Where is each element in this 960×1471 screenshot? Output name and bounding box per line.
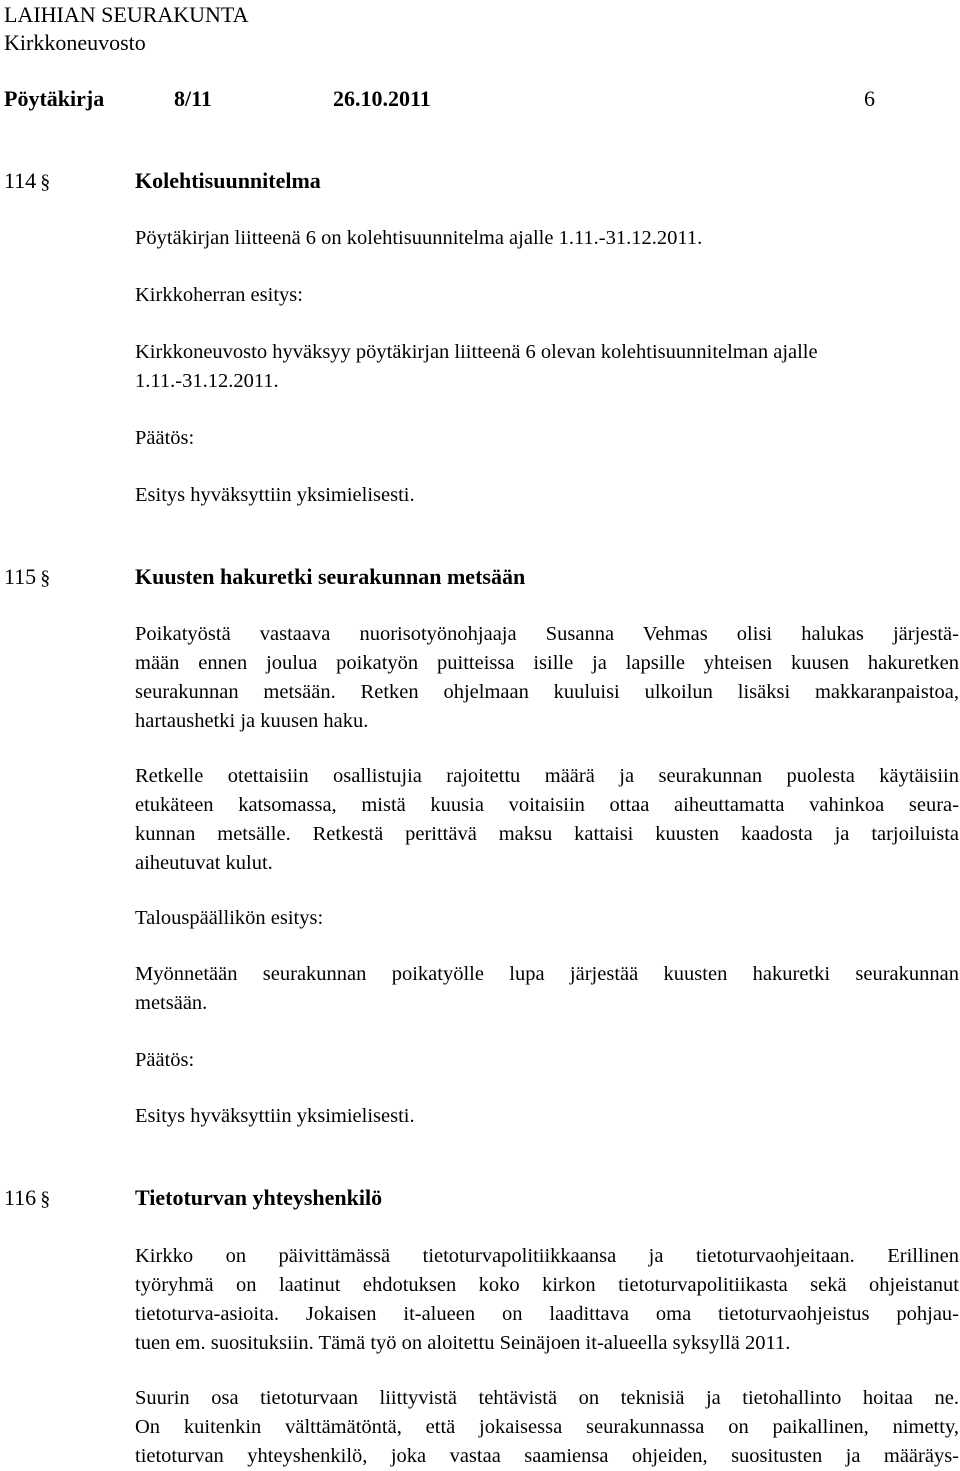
section-title-115: Kuusten hakuretki seurakunnan metsään: [135, 564, 526, 589]
paragraph-line: kunnan metsälle. Retkestä perittävä maksu kattaisi kuusten kaadosta ja tarjoiluista: [135, 823, 959, 845]
paragraph-line: Retkelle otettaisiin osallistujia rajoitettu määrä ja seurakunnan puolesta käytäisiin: [135, 765, 959, 787]
section-114-proposal: [135, 338, 959, 396]
label-text: Päätös:: [135, 1049, 195, 1071]
paragraph-line: aiheutuvat kulut.: [135, 852, 273, 874]
paragraph-line: tietoturvan yhteyshenkilö, joka vastaa saamiensa ohjeiden, suositusten ja määräys-: [135, 1445, 959, 1467]
paragraph-line: Poikatyöstä vastaava nuorisotyönohjaaja Susanna Vehmas olisi halukas järjestä-: [135, 623, 959, 645]
paragraph-line: 1.11.-31.12.2011.: [135, 370, 279, 392]
section-number: 116: [4, 1185, 37, 1210]
paragraph-line: seurakunnan metsään. Retken ohjelmaan kuuluisi ulkoilun lisäksi makkaranpaistoa,: [135, 681, 959, 703]
proposal-label: [135, 904, 959, 933]
meeting-number: 8/11: [174, 86, 212, 111]
section-116-paragraph-2: [135, 1384, 959, 1471]
body-name: Kirkkoneuvosto: [4, 30, 146, 55]
label-text: Päätös:: [135, 427, 195, 449]
section-115-decision: [135, 1102, 959, 1131]
section-114-intro: [135, 224, 959, 253]
section-116-paragraph-1: [135, 1242, 959, 1358]
paragraph-line: Myönnetään seurakunnan poikatyölle lupa järjestää kuusten hakuretki seurakunnan: [135, 963, 959, 985]
section-title-114: Kolehtisuunnitelma: [135, 168, 321, 193]
paragraph-line: metsään.: [135, 992, 208, 1014]
paragraph-line: hartaushetki ja kuusen haku.: [135, 710, 369, 732]
paragraph-line: On kuitenkin välttämätöntä, että jokaisessa seurakunnassa on paikallinen, nimetty,: [135, 1416, 959, 1438]
paragraph-line: Pöytäkirjan liitteenä 6 on kolehtisuunnitelma ajalle 1.11.-31.12.2011.: [135, 227, 703, 249]
decision-label: [135, 424, 959, 453]
section-number-114: [4, 168, 54, 194]
paragraph-line: työryhmä on laatinut ehdotuksen koko kirkon tietoturvapolitiikasta sekä ohjeistanut: [135, 1274, 959, 1296]
section-115-paragraph-1: [135, 620, 959, 736]
section-title-116: Tietoturvan yhteyshenkilö: [135, 1185, 383, 1210]
label-text: Kirkkoherran esitys:: [135, 284, 303, 306]
doc-type: Pöytäkirja: [4, 86, 105, 111]
paragraph-line: Esitys hyväksyttiin yksimielisesti.: [135, 1105, 415, 1127]
section-number: 115: [4, 564, 37, 589]
section-sign: §: [40, 567, 51, 589]
meeting-date: 26.10.2011: [333, 86, 431, 111]
paragraph-line: Kirkko on päivittämässä tietoturvapolitiikkaansa ja tietoturvaohjeitaan. Erillinen: [135, 1245, 959, 1267]
section-115-proposal: [135, 960, 959, 1018]
section-number-116: [4, 1185, 54, 1211]
section-115-paragraph-2: [135, 762, 959, 878]
label-text: Talouspäällikön esitys:: [135, 907, 324, 929]
organization-name: LAIHIAN SEURAKUNTA: [4, 2, 249, 27]
section-114-decision: [135, 481, 959, 510]
paragraph-line: tuen em. suosituksiin. Tämä työ on aloitettu Seinäjoen it-alueella syksyllä 2011.: [135, 1332, 791, 1354]
page-number: 6: [864, 86, 875, 111]
paragraph-line: Suurin osa tietoturvaan liittyvistä tehtävistä on teknisiä ja tietohallinto hoitaa ne.: [135, 1387, 959, 1409]
paragraph-line: tietoturva-asioita. Jokaisen it-alueen on laadittava oma tietoturvaohjeistus pohjau-: [135, 1303, 959, 1325]
paragraph-line: Kirkkoneuvosto hyväksyy pöytäkirjan liitteenä 6 olevan kolehtisuunnitelman ajalle: [135, 341, 818, 363]
paragraph-line: etukäteen katsomassa, mistä kuusia voitaisiin ottaa aiheuttamatta vahinkoa seura-: [135, 794, 959, 816]
section-number: 114: [4, 168, 37, 193]
section-number-115: [4, 564, 54, 590]
paragraph-line: mään ennen joulua poikatyön puitteissa isille ja lapsille yhteisen kuusen hakuretken: [135, 652, 959, 674]
section-sign: §: [40, 171, 51, 193]
paragraph-line: Esitys hyväksyttiin yksimielisesti.: [135, 484, 415, 506]
decision-label: [135, 1046, 959, 1075]
section-sign: §: [40, 1188, 51, 1210]
proposal-label: [135, 281, 959, 310]
